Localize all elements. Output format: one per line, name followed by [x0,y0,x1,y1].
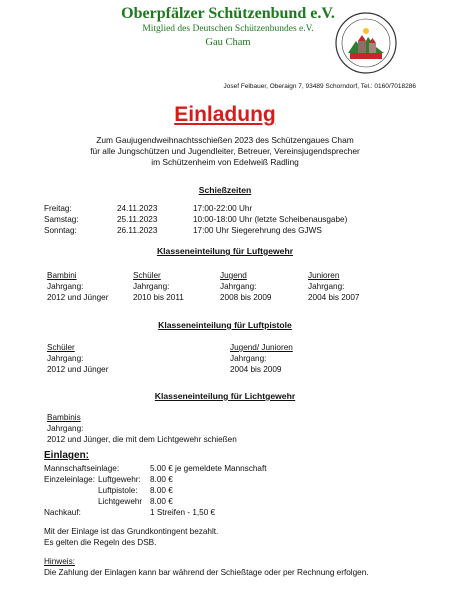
class-label: Jahrgang: [230,354,267,363]
class-years: 2010 bis 2011 [133,293,184,302]
class-name: Jugend/ Junioren [230,343,293,352]
einlagen-sub: Luftpistole: [98,486,138,495]
class-label: Jahrgang: [308,282,345,291]
class-name: Bambini [47,271,77,280]
class-years: 2008 bis 2009 [220,293,272,302]
class-name: Jugend [220,271,247,280]
schedule-time: 17:00-22:00 Uhr [193,204,253,213]
einlagen-value: 8.00 € [150,475,173,484]
schedule-day: Sonntag: [44,226,77,235]
class-years: 2004 bis 2007 [308,293,360,302]
schedule-heading: Schießzeiten [198,185,252,195]
schedule-time: 17:00 Uhr Siegerehrung des GJWS [193,226,322,235]
class-luftgewehr-bambini [47,270,108,303]
contact-address: Josef Felbauer, Oberaign 7, 93489 Schorndorf, Tel.: 0160/7018286 [223,83,416,90]
einlagen-label: Nachkauf: [44,508,81,517]
club-seal-icon [334,11,398,75]
einlagen-label: Mannschaftseinlage: [44,464,120,473]
class-luftgewehr-schueler [133,270,184,303]
class-years: 2004 bis 2009 [230,365,282,374]
einlagen-sub: Lichtgewehr [98,497,143,506]
class-luftgewehr-jugend [220,270,271,303]
schedule-day: Samstag: [44,215,79,224]
einlagen-note: Mit der Einlage ist das Grundkontingent bezahlt. [44,527,219,536]
class-years: 2012 und Jünger, die mit dem Lichtgewehr schießen [47,435,237,444]
intro-line: im Schützenheim von Edelweiß Radling [151,157,299,167]
region-name: Gau Cham [205,37,251,48]
class-label: Jahrgang: [47,424,84,433]
class-luftgewehr-junioren [308,270,359,303]
class-name: Junioren [308,271,340,280]
hinweis-heading: Hinweis: [44,557,75,566]
einlagen-value: 5.00 € je gemeldete Mannschaft [150,464,267,473]
class-name: Schüler [133,271,161,280]
lichtgewehr-heading: Klasseneinteilung für Lichtgewehr [154,391,296,401]
einlagen-value: 8.00 € [150,486,173,495]
class-luftpistole-schueler [47,342,108,375]
schedule-date: 25.11.2023 [117,215,158,224]
schedule-date: 26.11.2023 [117,226,158,235]
luftpistole-heading: Klasseneinteilung für Luftpistole [158,320,292,330]
club-logo [334,11,398,75]
page-title: Einladung [174,103,276,126]
class-lichtgewehr-bambinis [47,412,237,445]
intro-line: für alle Jungschützen und Jugendleiter, Betreuer, Vereinsjugendsprecher [90,146,360,156]
schedule-date: 24.11.2023 [117,204,158,213]
schedule-time: 10:00-18:00 Uhr (letzte Scheibenausgabe) [193,215,348,224]
class-label: Jahrgang: [133,282,170,291]
class-luftpistole-jugend-junioren [230,342,293,375]
class-years: 2012 und Jünger [47,365,109,374]
einlagen-value: 1 Streifen - 1,50 € [150,508,216,517]
schedule-day: Freitag: [44,204,72,213]
intro-text [0,135,450,168]
einlagen-value: 8.00 € [150,497,173,506]
luftgewehr-heading: Klasseneinteilung für Luftgewehr [156,246,294,256]
class-years: 2012 und Jünger [47,293,109,302]
intro-line: Zum Gaujugendweihnachtsschießen 2023 des Schützengaues Cham [96,135,354,145]
hinweis-text: Die Zahlung der Einlagen kann bar während der Schießtage oder per Rechnung erfolgen. [44,568,369,577]
einlagen-label: Einzeleinlage: [44,475,95,484]
class-label: Jahrgang: [47,354,84,363]
einlagen-heading: Einlagen: [44,450,90,461]
class-label: Jahrgang: [47,282,84,291]
einlagen-sub: Luftgewehr: [98,475,141,484]
einlagen-note: Es gelten die Regeln des DSB. [44,538,157,547]
org-name: Oberpfälzer Schützenbund e.V. [121,5,335,22]
class-label: Jahrgang: [220,282,257,291]
member-line: Mitglied des Deutschen Schützenbundes e.V. [142,24,314,34]
class-name: Schüler [47,343,75,352]
class-name: Bambinis [47,413,81,422]
